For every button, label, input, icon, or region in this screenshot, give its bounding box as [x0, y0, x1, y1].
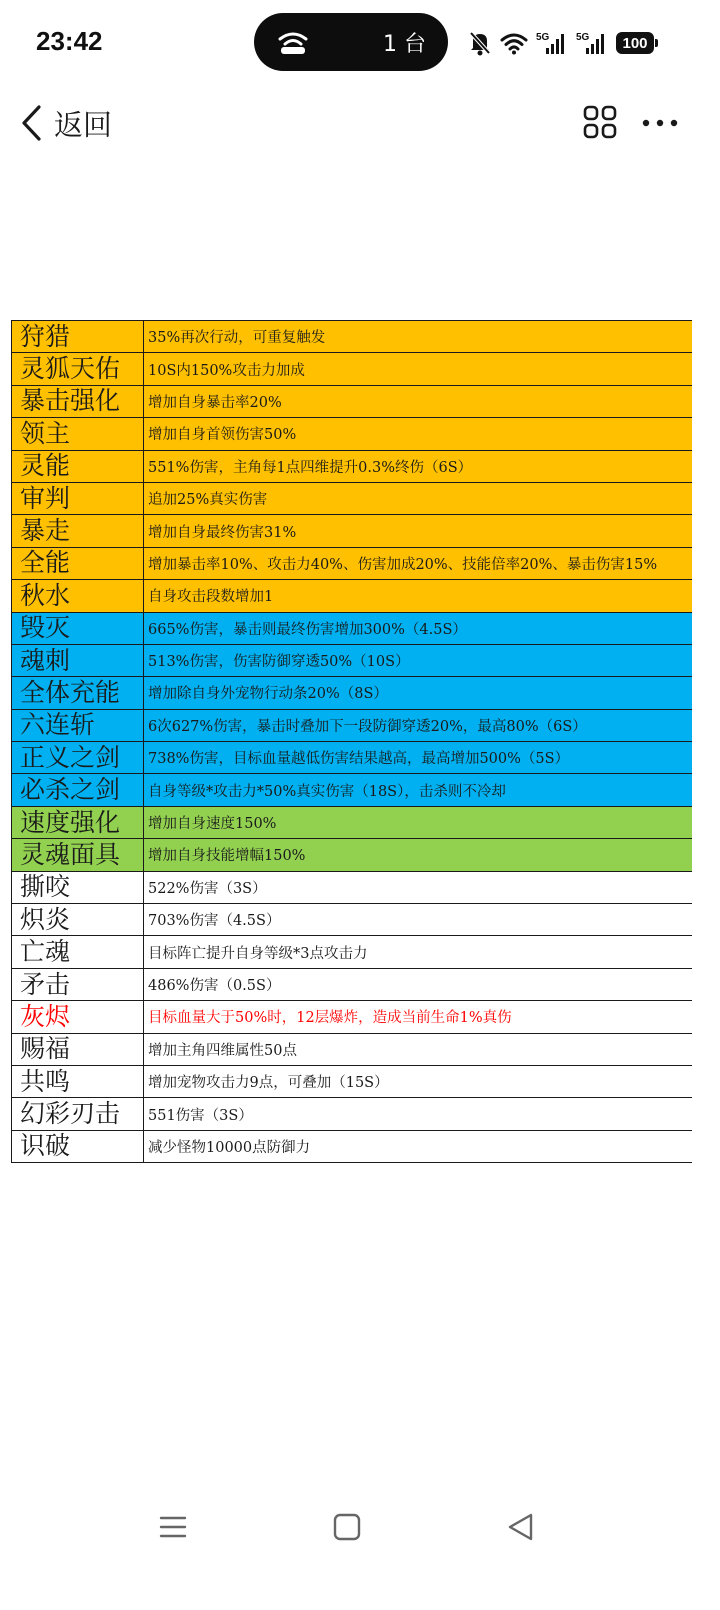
table-row [12, 774, 692, 806]
table-row [12, 968, 692, 1000]
skill-desc-cell: 追加25%真实伤害 [144, 482, 692, 514]
skill-desc-cell: 513%伤害，伤害防御穿透50%（10S） [144, 644, 692, 676]
grid-menu-icon[interactable] [582, 104, 618, 140]
skill-name-cell: 撕咬 [12, 871, 144, 903]
skill-name-cell: 必杀之剑 [12, 774, 144, 806]
skill-name-cell: 六连斩 [12, 709, 144, 741]
skill-desc-cell: 551伤害（3S） [144, 1098, 692, 1130]
skill-desc-cell: 目标阵亡提升自身等级*3点攻击力 [144, 936, 692, 968]
skill-name-cell: 灵能 [12, 450, 144, 482]
skill-desc-cell: 增加自身首领伤害50% [144, 418, 692, 450]
dynamic-island[interactable] [254, 13, 448, 71]
table-row [12, 644, 692, 676]
table-row [12, 742, 692, 774]
skill-name-cell: 暴击强化 [12, 385, 144, 417]
skill-name-cell: 矛击 [12, 968, 144, 1000]
skill-name-cell: 秋水 [12, 580, 144, 612]
wifi-icon [500, 31, 528, 55]
skill-name-cell: 暴走 [12, 515, 144, 547]
signal-5g-secondary-icon [576, 30, 608, 56]
table-row [12, 936, 692, 968]
table-row [12, 385, 692, 417]
skill-name-cell: 幻彩刃击 [12, 1098, 144, 1130]
skill-name-cell: 领主 [12, 418, 144, 450]
skill-desc-cell: 增加暴击率10%、攻击力40%、伤害加成20%、技能倍率20%、暴击伤害15% [144, 547, 692, 579]
table-row [12, 709, 692, 741]
chevron-left-icon [18, 103, 44, 143]
skill-desc-cell: 自身等级*攻击力*50%真实伤害（18S），击杀则不冷却 [144, 774, 692, 806]
skill-name-cell: 魂刺 [12, 644, 144, 676]
status-time: 23:42 [36, 26, 103, 56]
skill-name-cell: 狩猎 [12, 321, 144, 353]
table-row [12, 1001, 692, 1033]
table-row [12, 677, 692, 709]
home-icon[interactable] [330, 1510, 364, 1544]
system-nav-bar [0, 1500, 720, 1550]
menu-icon[interactable] [156, 1510, 190, 1544]
nav-bar [0, 92, 720, 154]
skill-desc-cell: 522%伤害（3S） [144, 871, 692, 903]
signal-5g-icon [536, 30, 568, 56]
back-button[interactable] [18, 100, 112, 146]
battery-icon [616, 32, 654, 54]
table-row [12, 547, 692, 579]
back-triangle-icon[interactable] [504, 1510, 538, 1544]
skill-desc-cell: 486%伤害（0.5S） [144, 968, 692, 1000]
table-row [12, 1033, 692, 1065]
battery-level: 100 [622, 34, 648, 52]
skill-name-cell: 赐福 [12, 1033, 144, 1065]
skill-name-cell: 全能 [12, 547, 144, 579]
status-icons [468, 28, 654, 58]
skill-desc-cell: 目标血量大于50%时，12层爆炸，造成当前生命1%真伤 [144, 1001, 692, 1033]
table-row [12, 353, 692, 385]
table-row [12, 482, 692, 514]
skill-name-cell: 亡魂 [12, 936, 144, 968]
skill-name-cell: 速度强化 [12, 806, 144, 838]
table-row [12, 418, 692, 450]
skill-name-cell: 灵魂面具 [12, 839, 144, 871]
skill-desc-cell: 665%伤害，暴击则最终伤害增加300%（4.5S） [144, 612, 692, 644]
skill-desc-cell: 增加自身速度150% [144, 806, 692, 838]
table-row [12, 1130, 692, 1162]
table-row [12, 515, 692, 547]
skill-desc-cell: 减少怪物10000点防御力 [144, 1130, 692, 1162]
table-row [12, 612, 692, 644]
status-bar [0, 0, 720, 86]
island-device-count: 1 台 [383, 32, 426, 57]
skill-name-cell: 灵狐天佑 [12, 353, 144, 385]
skill-name-cell: 毁灭 [12, 612, 144, 644]
skill-desc-cell: 551%伤害，主角每1点四维提升0.3%终伤（6S） [144, 450, 692, 482]
skill-desc-cell: 增加自身暴击率20% [144, 385, 692, 417]
skill-desc-cell: 10S内150%攻击力加成 [144, 353, 692, 385]
skill-desc-cell: 35%再次行动，可重复触发 [144, 321, 692, 353]
skill-name-cell: 审判 [12, 482, 144, 514]
skill-name-cell: 炽炎 [12, 904, 144, 936]
table-row [12, 904, 692, 936]
table-row [12, 871, 692, 903]
table-row [12, 450, 692, 482]
skill-desc-cell: 自身攻击段数增加1 [144, 580, 692, 612]
mute-bell-icon [468, 30, 492, 56]
svg-text:5G: 5G [536, 32, 550, 43]
table-row [12, 580, 692, 612]
skill-table-image [11, 320, 691, 1163]
skill-desc-cell: 增加主角四维属性50点 [144, 1033, 692, 1065]
table-row [12, 839, 692, 871]
skill-name-cell: 共鸣 [12, 1065, 144, 1097]
skill-desc-cell: 6次627%伤害，暴击时叠加下一段防御穿透20%，最高80%（6S） [144, 709, 692, 741]
table-row [12, 321, 692, 353]
skill-desc-cell: 增加自身技能增幅150% [144, 839, 692, 871]
skill-name-cell: 正义之剑 [12, 742, 144, 774]
svg-text:5G: 5G [576, 32, 590, 43]
skill-desc-cell: 增加自身最终伤害31% [144, 515, 692, 547]
skill-desc-cell: 增加除自身外宠物行动条20%（8S） [144, 677, 692, 709]
skill-desc-cell: 703%伤害（4.5S） [144, 904, 692, 936]
skill-desc-cell: 738%伤害，目标血量越低伤害结果越高，最高增加500%（5S） [144, 742, 692, 774]
table-row [12, 1098, 692, 1130]
skill-desc-cell: 增加宠物攻击力9点，可叠加（15S） [144, 1065, 692, 1097]
more-options-icon[interactable] [640, 106, 680, 140]
table-row [12, 806, 692, 838]
skill-name-cell: 灰烬 [12, 1001, 144, 1033]
back-label: 返回 [54, 107, 113, 142]
table-row [12, 1065, 692, 1097]
skill-table [11, 320, 692, 1163]
skill-name-cell: 全体充能 [12, 677, 144, 709]
hotspot-icon [276, 27, 310, 57]
skill-name-cell: 识破 [12, 1130, 144, 1162]
skill-table-body [12, 321, 692, 1163]
